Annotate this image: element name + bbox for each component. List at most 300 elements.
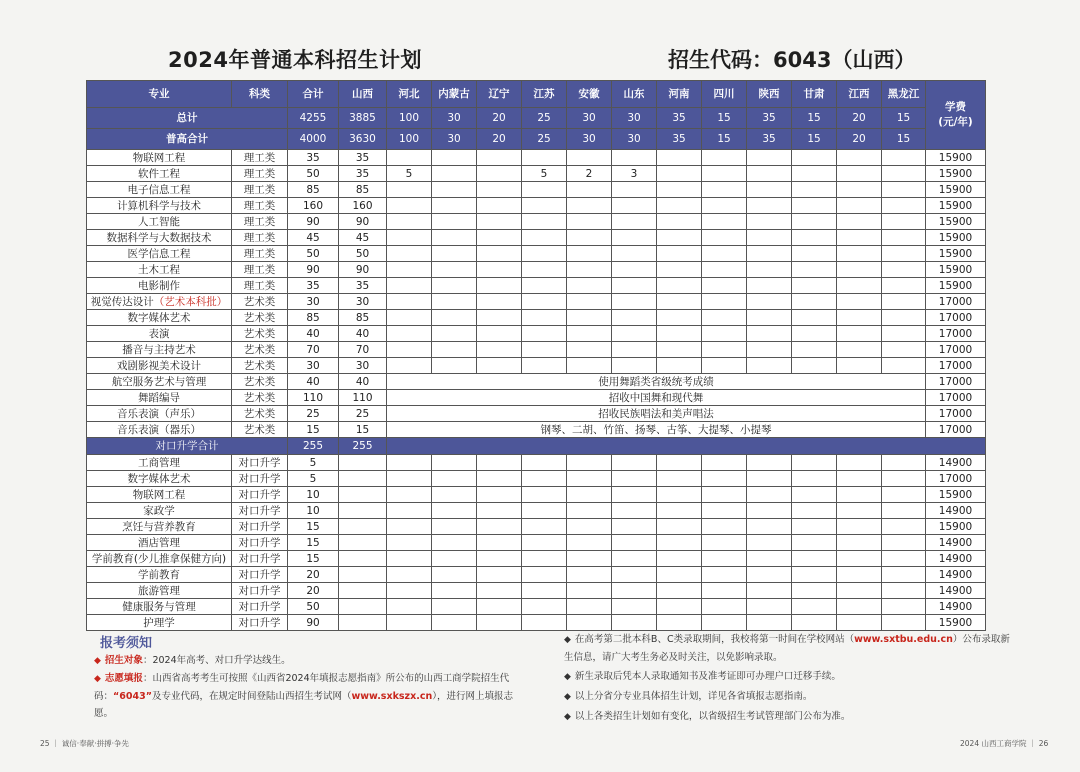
province-count [747, 535, 792, 551]
province-count [657, 262, 702, 278]
province-count [612, 326, 657, 342]
tuition-fee: 14900 [926, 583, 986, 599]
province-count [747, 294, 792, 310]
province-count [657, 583, 702, 599]
province-count [702, 310, 747, 326]
category: 对口升学 [232, 487, 288, 503]
province-count [477, 551, 522, 567]
province-count [477, 198, 522, 214]
total: 40 [288, 374, 339, 390]
province-count [567, 342, 612, 358]
province-count [657, 278, 702, 294]
province-count [432, 503, 477, 519]
province-count [432, 519, 477, 535]
column-header-province: 甘肃 [792, 81, 837, 108]
province-count [747, 278, 792, 294]
column-header-province: 河南 [657, 81, 702, 108]
province-count [702, 326, 747, 342]
total: 50 [288, 166, 339, 182]
province-count [339, 455, 387, 471]
table-row [87, 487, 986, 503]
province-count [747, 455, 792, 471]
province-count [792, 342, 837, 358]
province-count [792, 278, 837, 294]
province-count [657, 599, 702, 615]
category: 理工类 [232, 278, 288, 294]
category: 对口升学 [232, 535, 288, 551]
major-label: 数据科学与大数据技术 [106, 231, 212, 244]
column-header-category: 科类 [232, 81, 288, 108]
province-count [387, 150, 432, 166]
category: 理工类 [232, 182, 288, 198]
total-value: 30 [432, 108, 477, 129]
general-total-value: 35 [747, 129, 792, 150]
tuition-fee: 15900 [926, 182, 986, 198]
province-count [747, 326, 792, 342]
province-count [612, 503, 657, 519]
province-count [477, 262, 522, 278]
total-value: 35 [657, 108, 702, 129]
total-value: 15 [882, 108, 926, 129]
table-row [87, 182, 986, 198]
table-row [87, 198, 986, 214]
province-count [477, 342, 522, 358]
table-row [87, 567, 986, 583]
province-count [792, 503, 837, 519]
province-count [882, 262, 926, 278]
total-value: 35 [747, 108, 792, 129]
province-count [387, 230, 432, 246]
province-count [882, 198, 926, 214]
general-total-row [87, 129, 986, 150]
province-count [702, 182, 747, 198]
province-count [837, 150, 882, 166]
category: 理工类 [232, 150, 288, 166]
shanxi-count: 35 [339, 278, 387, 294]
total-value: 30 [567, 108, 612, 129]
table-row [87, 230, 986, 246]
shanxi-count: 30 [339, 294, 387, 310]
province-count [657, 551, 702, 567]
province-count [432, 599, 477, 615]
province-count [882, 246, 926, 262]
province-count [432, 198, 477, 214]
province-count [522, 214, 567, 230]
province-count [387, 246, 432, 262]
province-count [477, 326, 522, 342]
province-count [432, 326, 477, 342]
province-count [567, 503, 612, 519]
table-row [87, 214, 986, 230]
total: 30 [288, 358, 339, 374]
total: 35 [288, 278, 339, 294]
major-name: 家政学 [87, 503, 232, 519]
province-count [477, 487, 522, 503]
province-count [882, 230, 926, 246]
total-value: 4255 [288, 108, 339, 129]
province-count [522, 182, 567, 198]
shanxi-count: 85 [339, 182, 387, 198]
tuition-fee: 14900 [926, 567, 986, 583]
province-count [567, 182, 612, 198]
tuition-fee: 15900 [926, 487, 986, 503]
shanxi-count: 90 [339, 262, 387, 278]
province-count [522, 567, 567, 583]
province-count [339, 567, 387, 583]
category: 艺术类 [232, 326, 288, 342]
province-count [477, 166, 522, 182]
major-label: 数字媒体艺术 [127, 311, 191, 324]
province-count [612, 230, 657, 246]
enrollment-plan-table [86, 80, 986, 631]
shanxi-count: 85 [339, 310, 387, 326]
province-count [792, 567, 837, 583]
major-name [87, 406, 232, 422]
major-label: 物联网工程 [132, 151, 186, 164]
total: 90 [288, 214, 339, 230]
province-count [747, 599, 792, 615]
total: 35 [288, 150, 339, 166]
category: 理工类 [232, 246, 288, 262]
province-count [747, 567, 792, 583]
province-count [522, 551, 567, 567]
province-count [702, 214, 747, 230]
province-count [657, 519, 702, 535]
column-header-province: 四川 [702, 81, 747, 108]
tuition-fee: 15900 [926, 166, 986, 182]
province-count [792, 471, 837, 487]
province-count [339, 487, 387, 503]
province-count [612, 471, 657, 487]
province-count [432, 583, 477, 599]
province-count [747, 230, 792, 246]
category: 对口升学 [232, 551, 288, 567]
tuition-fee: 17000 [926, 294, 986, 310]
province-count [747, 583, 792, 599]
province-count [837, 198, 882, 214]
province-count [387, 358, 432, 374]
total: 15 [288, 551, 339, 567]
school-code: “6043” [113, 691, 152, 702]
shanxi-count: 50 [339, 246, 387, 262]
province-count [387, 567, 432, 583]
province-count [657, 503, 702, 519]
province-count [837, 455, 882, 471]
table-row [87, 262, 986, 278]
enrollment-code-title: 招生代码：6043（山西） [668, 48, 916, 72]
province-count [567, 294, 612, 310]
province-count [882, 551, 926, 567]
province-count [477, 583, 522, 599]
tuition-fee: 17000 [926, 374, 986, 390]
shanxi-count: 35 [339, 150, 387, 166]
vocational-total-label: 对口升学合计 [87, 438, 288, 455]
province-count [792, 455, 837, 471]
total: 70 [288, 342, 339, 358]
major-remark: 钢琴、二胡、竹笛、扬琴、古筝、大提琴、小提琴 [387, 422, 926, 438]
province-count [882, 535, 926, 551]
province-count [792, 551, 837, 567]
tuition-fee: 17000 [926, 358, 986, 374]
province-count [387, 471, 432, 487]
province-count [882, 487, 926, 503]
province-count [432, 294, 477, 310]
province-count [702, 150, 747, 166]
table-row [87, 150, 986, 166]
table-row [87, 294, 986, 310]
province-count [387, 487, 432, 503]
province-count [792, 326, 837, 342]
province-count [612, 455, 657, 471]
major-label: 视觉传达设计 [90, 295, 154, 308]
province-count [522, 198, 567, 214]
province-count [837, 166, 882, 182]
province-count [477, 182, 522, 198]
vocational-total: 255 [288, 438, 339, 455]
total: 25 [288, 406, 339, 422]
province-count [477, 503, 522, 519]
grand-total-row [87, 108, 986, 129]
province-count [702, 246, 747, 262]
province-count [387, 198, 432, 214]
province-count [432, 455, 477, 471]
province-count [882, 278, 926, 294]
province-count [747, 198, 792, 214]
province-count [837, 230, 882, 246]
category: 对口升学 [232, 519, 288, 535]
province-count [657, 246, 702, 262]
general-total-value: 15 [792, 129, 837, 150]
total-value: 3885 [339, 108, 387, 129]
major-label: 戏剧影视美术设计 [117, 359, 201, 372]
province-count [477, 310, 522, 326]
province-count [702, 519, 747, 535]
province-count [882, 455, 926, 471]
province-count [747, 182, 792, 198]
province-count [792, 358, 837, 374]
major-name: 数字媒体艺术 [87, 471, 232, 487]
category: 理工类 [232, 262, 288, 278]
major-name [87, 262, 232, 278]
province-count [387, 503, 432, 519]
total: 15 [288, 519, 339, 535]
province-count [567, 535, 612, 551]
province-count [612, 342, 657, 358]
province-count [657, 455, 702, 471]
shanxi-count: 45 [339, 230, 387, 246]
province-count [657, 214, 702, 230]
total-value: 25 [522, 108, 567, 129]
province-count [522, 326, 567, 342]
province-count [339, 599, 387, 615]
province-count [747, 150, 792, 166]
province-count [612, 358, 657, 374]
tuition-fee: 17000 [926, 422, 986, 438]
tuition-fee: 17000 [926, 310, 986, 326]
diamond-bullet-icon: ◆ [94, 674, 101, 684]
total: 15 [288, 422, 339, 438]
total: 30 [288, 294, 339, 310]
shanxi-count: 70 [339, 342, 387, 358]
total: 10 [288, 503, 339, 519]
column-header-province: 河北 [387, 81, 432, 108]
province-count [432, 262, 477, 278]
province-count [882, 342, 926, 358]
vocational-total-row [87, 438, 986, 455]
province-count [747, 487, 792, 503]
tuition-fee: 15900 [926, 262, 986, 278]
major-label: 航空服务艺术与管理 [111, 375, 207, 388]
table-row [87, 535, 986, 551]
province-count [387, 342, 432, 358]
diamond-bullet-icon: ◆ [564, 712, 571, 722]
province-count [657, 358, 702, 374]
major-label: 软件工程 [138, 167, 180, 180]
category: 对口升学 [232, 567, 288, 583]
column-header-province: 安徽 [567, 81, 612, 108]
notice-title: 报考须知 [100, 636, 153, 651]
province-count [657, 198, 702, 214]
province-count [702, 278, 747, 294]
major-name: 旅游管理 [87, 583, 232, 599]
province-count [387, 615, 432, 631]
province-count [522, 358, 567, 374]
tuition-fee: 14900 [926, 503, 986, 519]
province-count [837, 615, 882, 631]
province-count [567, 150, 612, 166]
province-count [567, 214, 612, 230]
province-count [792, 615, 837, 631]
exam-site-link[interactable]: www.sxkszx.cn [351, 691, 433, 702]
province-count [612, 551, 657, 567]
major-name [87, 150, 232, 166]
major-name [87, 310, 232, 326]
tuition-fee: 15900 [926, 246, 986, 262]
province-count [339, 519, 387, 535]
total: 15 [288, 535, 339, 551]
school-site-link[interactable]: www.sxtbu.edu.cn [854, 634, 953, 645]
column-header-province: 辽宁 [477, 81, 522, 108]
province-count [432, 487, 477, 503]
major-label: 音乐表演（声乐） [117, 407, 201, 420]
table-row [87, 358, 986, 374]
province-count [837, 294, 882, 310]
total: 90 [288, 615, 339, 631]
category: 对口升学 [232, 583, 288, 599]
major-label: 医学信息工程 [127, 247, 191, 260]
province-count [567, 599, 612, 615]
province-count [612, 519, 657, 535]
province-count [747, 214, 792, 230]
total-value: 15 [702, 108, 747, 129]
province-count [567, 198, 612, 214]
province-count [837, 310, 882, 326]
province-count [477, 599, 522, 615]
table-row [87, 519, 986, 535]
general-total-value: 30 [567, 129, 612, 150]
tuition-fee: 15900 [926, 230, 986, 246]
province-count [477, 471, 522, 487]
province-count [432, 471, 477, 487]
province-count [702, 503, 747, 519]
total-label: 总计 [87, 108, 288, 129]
province-count [612, 246, 657, 262]
province-count [522, 262, 567, 278]
province-count [477, 246, 522, 262]
province-count [702, 535, 747, 551]
table-row [87, 455, 986, 471]
province-count [387, 455, 432, 471]
table-row [87, 599, 986, 615]
total: 5 [288, 471, 339, 487]
general-total-value: 15 [702, 129, 747, 150]
province-count [477, 567, 522, 583]
table-row [87, 551, 986, 567]
vocational-empty [387, 438, 986, 455]
province-count [747, 358, 792, 374]
province-count: 3 [612, 166, 657, 182]
province-count [792, 535, 837, 551]
province-count [657, 342, 702, 358]
province-count [882, 150, 926, 166]
province-count [567, 358, 612, 374]
notice-right-item: ◆ 以上分省分专业具体招生计划，详见各省填报志愿指南。 [564, 691, 813, 702]
shanxi-count: 15 [339, 422, 387, 438]
province-count [612, 599, 657, 615]
province-count [522, 278, 567, 294]
category: 对口升学 [232, 455, 288, 471]
province-count [567, 278, 612, 294]
province-count [657, 294, 702, 310]
province-count [837, 551, 882, 567]
table-row [87, 342, 986, 358]
province-count [837, 583, 882, 599]
province-count [792, 294, 837, 310]
province-count [477, 214, 522, 230]
category: 艺术类 [232, 406, 288, 422]
province-count [657, 615, 702, 631]
province-count [522, 503, 567, 519]
major-label: 表演 [148, 327, 170, 340]
province-count [567, 487, 612, 503]
province-count [837, 471, 882, 487]
province-count [477, 358, 522, 374]
province-count [432, 567, 477, 583]
province-count [477, 615, 522, 631]
column-header-province: 陕西 [747, 81, 792, 108]
major-name: 工商管理 [87, 455, 232, 471]
column-header-fee [926, 81, 986, 150]
province-count [657, 150, 702, 166]
total: 10 [288, 487, 339, 503]
province-count [747, 615, 792, 631]
province-count [339, 615, 387, 631]
province-count [612, 294, 657, 310]
province-count [657, 487, 702, 503]
province-count [387, 583, 432, 599]
category: 艺术类 [232, 342, 288, 358]
major-label: 电影制作 [138, 279, 180, 292]
province-count [432, 615, 477, 631]
notice-right-item: ◆ 在高考第二批本科B、C类录取期间，我校将第一时间在学校网站（www.sxtbu.edu.cn）公布录取新生信息，请广大考生务必及时关注，以免影响录取。 [564, 634, 1010, 663]
province-count [522, 583, 567, 599]
province-count [477, 294, 522, 310]
category: 理工类 [232, 230, 288, 246]
total: 40 [288, 326, 339, 342]
province-count [387, 310, 432, 326]
general-total-value: 3630 [339, 129, 387, 150]
province-count [657, 182, 702, 198]
